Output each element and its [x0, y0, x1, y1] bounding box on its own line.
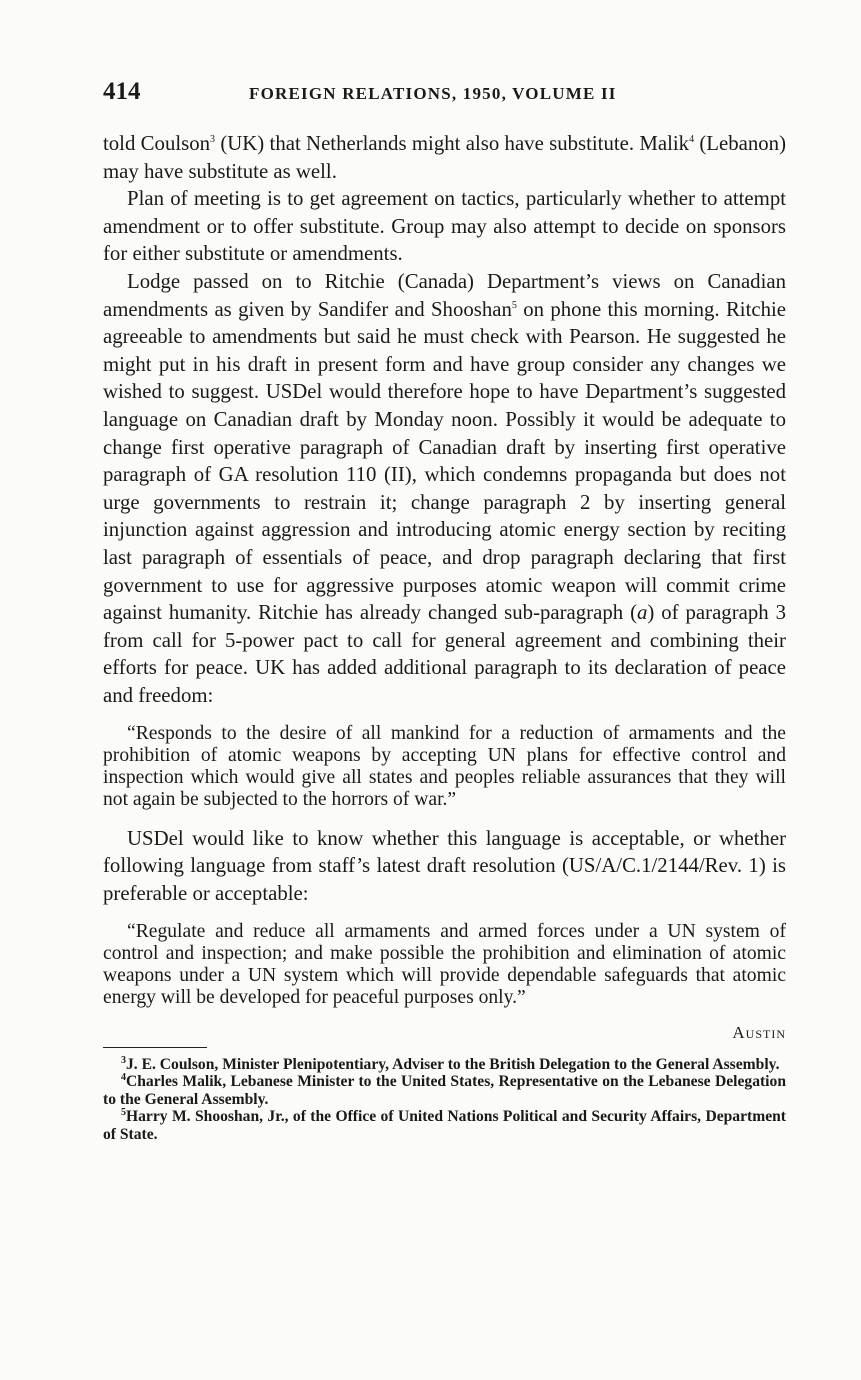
italic-text: a	[637, 601, 648, 625]
running-head: FOREIGN RELATIONS, 1950, VOLUME II	[249, 84, 617, 103]
document-page	[103, 78, 786, 1143]
text-run: (UK) that Netherlands might also have substitute. Malik	[215, 132, 690, 155]
footnote-4	[103, 1073, 786, 1108]
footnote-ref-4: 4	[689, 134, 695, 146]
paragraph-4: USDel would like to know whether this language is acceptable, or whether following language from staff’s latest draft resolution (US/A/C.1/2144/Rev. 1) is preferable or acceptable:	[103, 826, 786, 905]
text-run: on phone this morning. Ritchie agreeable to amendments but said he must check with Pearson. He suggested he might put in his draft in present form and have group consider any changes we wished to suggest. USDel would therefore hope to have Department’s suggested language on Canadian draft by Monday noon. Possibly it would be adequate to change first operative paragraph of Canadian draft by inserting first operative paragraph of GA resolution 110 (II), which condemns propaganda but does not urge governments to restrain it; change paragraph 2 by inserting general injunction against aggression and introducing atomic energy section by reciting last paragraph of essentials of peace, and drop paragraph declaring that first government to use for aggressive purposes atomic weapon will commit crime against humanity. Ritchie has already changed sub-paragraph (	[103, 297, 787, 625]
page-header	[103, 78, 786, 112]
footnote-5	[103, 1108, 786, 1143]
footnote-text: Charles Malik, Lebanese Minister to the United States, Representative on the Lebanese Delegation to the General Assembly.	[103, 1073, 786, 1108]
footnote-divider	[103, 1047, 207, 1048]
text-run: ) of paragraph 3 from call for 5-power pact to call for general agreement and combining their efforts for peace. UK has added additional paragraph to its declaration of peace and freedom:	[103, 601, 786, 707]
block-quote-2: “Regulate and reduce all armaments and armed forces under a UN system of control and inspection; and make possible the prohibition and elimination of atomic weapons under a UN system which will provide dependable safeguards that atomic energy will be developed for peaceful purposes only.”	[103, 921, 786, 1008]
footnote-text: Harry M. Shooshan, Jr., of the Office of United Nations Political and Security Affairs, Department of State.	[103, 1108, 786, 1143]
paragraph-2: Plan of meeting is to get agreement on tactics, particularly whether to attempt amendment or to offer substitute. Group may also attempt to decide on sponsors for either substitute or amendments.	[103, 187, 786, 266]
footnote-3	[103, 1056, 786, 1074]
text-run: told Coulson	[103, 132, 211, 155]
signature: Austin	[732, 1022, 786, 1042]
text-run: Lodge passed on to Ritchie (Canada) Department’s views on Canadian amendments as given by Sandifer and Shooshan	[103, 269, 786, 321]
footnote-ref-5: 5	[511, 299, 517, 311]
text-run: (Lebanon) may have substitute as well.	[103, 132, 786, 183]
body-text	[103, 130, 786, 1043]
paragraph-1	[103, 130, 786, 185]
footnote-mark: 4	[121, 1071, 126, 1083]
page-number: 414	[103, 78, 141, 105]
footnote-ref-3: 3	[210, 134, 216, 146]
footnotes	[103, 1056, 786, 1144]
footnote-text: J. E. Coulson, Minister Plenipotentiary, Adviser to the British Delegation to the General Assembly.	[126, 1055, 780, 1073]
block-quote-1: “Responds to the desire of all mankind for a reduction of armaments and the prohibition of atomic weapons by accepting UN plans for effective control and inspection which would give all states and peoples reliable assurances that they will not again be subjected to the horrors of war.”	[103, 723, 786, 810]
footnote-mark: 3	[121, 1054, 126, 1066]
footnote-mark: 5	[121, 1106, 126, 1118]
paragraph-3	[103, 268, 786, 710]
